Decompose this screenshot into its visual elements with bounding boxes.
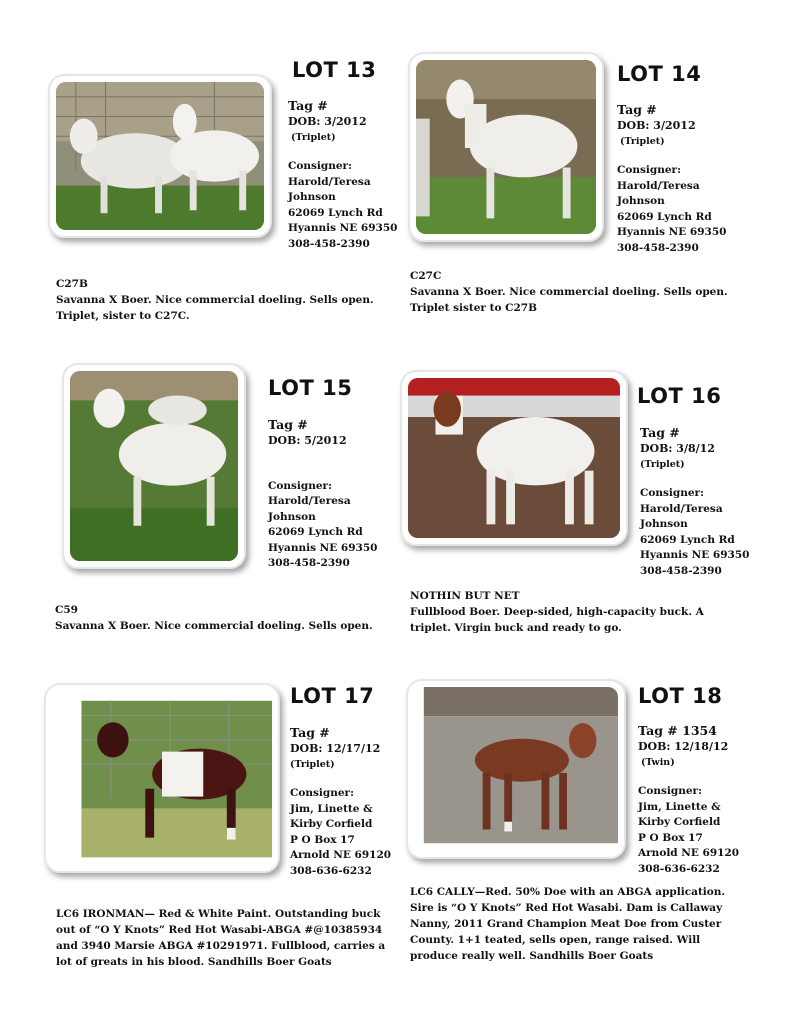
- lot-17-consigner-line: Kirby Corfield: [290, 818, 373, 830]
- lot-13-note: (Triplet): [291, 131, 336, 143]
- lot-14-photo: [408, 52, 604, 242]
- lot-17-text: LC6 IRONMAN— Red & White Paint. Outstanding buck out of “O Y Knots” Red Hot Wasabi-ABGA #@10385934 and 3940 Marsie ABGA #10291971. Fullblood, carries a lot of greats in his blood. Sandhills Boer Goats: [56, 908, 386, 968]
- lot-13-photo: [48, 74, 272, 238]
- lot-16-info: [640, 424, 749, 579]
- lot-14-text: Savanna X Boer. Nice commercial doeling. Sells open. Triplet sister to C27B: [410, 286, 728, 314]
- lot-16-consigner-line: 62069 Lynch Rd: [640, 533, 735, 546]
- lot-15-tag: Tag #: [268, 417, 308, 432]
- lot-15-text: Savanna X Boer. Nice commercial doeling. Sells open.: [55, 620, 373, 632]
- lot-14-consigner-line: Hyannis NE 69350: [617, 226, 727, 238]
- lot-14-consigner-label: Consigner:: [617, 164, 681, 176]
- lot-18-consigner-line: Arnold NE 69120: [638, 847, 740, 859]
- lot-13-code: C27B: [56, 278, 88, 290]
- lot-17-consigner-line: 308-636-6232: [290, 864, 372, 877]
- lot-14-note: (Triplet): [620, 135, 665, 147]
- lot-17-title: LOT 17: [290, 684, 375, 708]
- lot-15-title: LOT 15: [268, 376, 353, 400]
- lot-14-consigner-line: Johnson: [617, 195, 665, 207]
- lot-15-description: [55, 602, 395, 634]
- lot-15-consigner-line: Johnson: [268, 510, 316, 523]
- lot-17-consigner-line: Arnold NE 69120: [290, 849, 392, 861]
- lot-18-photo: [406, 679, 626, 859]
- lot-15-consigner-line: 62069 Lynch Rd: [268, 526, 363, 538]
- lot-18-title: LOT 18: [638, 684, 723, 708]
- lot-18-consigner-line: Jim, Linette &: [638, 800, 721, 813]
- lot-13-consigner-line: 308-458-2390: [288, 237, 370, 250]
- lot-16-consigner-line: Hyannis NE 69350: [640, 549, 750, 561]
- lot-16-text: Fullblood Boer. Deep-sided, high-capacity buck. A triplet. Virgin buck and ready to go.: [410, 606, 704, 634]
- lot-16-note: (Triplet): [640, 458, 685, 470]
- lot-18-consigner-line: P O Box 17: [638, 831, 703, 844]
- lot-13-description: [56, 276, 386, 324]
- lot-15-consigner-line: Hyannis NE 69350: [268, 541, 378, 554]
- lot-15-info: [268, 416, 377, 572]
- lot-15-dob: DOB: 5/2012: [268, 434, 347, 447]
- lot-13-consigner-line: Johnson: [288, 191, 336, 203]
- lot-13-dob: DOB: 3/2012: [288, 115, 367, 128]
- lot-15-consigner-line: Harold/Teresa: [268, 495, 351, 507]
- lot-13-consigner-label: Consigner:: [288, 160, 352, 172]
- lot-18-consigner-line: Kirby Corfield: [638, 816, 721, 828]
- lot-18-info: [638, 722, 739, 877]
- lot-18-consigner-line: 308-636-6232: [638, 862, 720, 875]
- lot-16-consigner-label: Consigner:: [640, 487, 704, 499]
- lot-16-photo: [400, 370, 628, 546]
- lot-16-consigner-line: Johnson: [640, 518, 688, 530]
- lot-13-consigner-line: Harold/Teresa: [288, 175, 371, 188]
- white-goats-image: [70, 371, 238, 561]
- lot-13-title: LOT 13: [292, 58, 377, 82]
- white-goats-image: [56, 82, 264, 230]
- lot-14-tag: Tag #: [617, 102, 657, 117]
- lot-15-consigner-label: Consigner:: [268, 479, 332, 492]
- lot-15-consigner-line: 308-458-2390: [268, 557, 350, 569]
- lot-17-note: (Triplet): [290, 758, 335, 770]
- lot-18-text: LC6 CALLY—Red. 50% Doe with an ABGA application. Sire is “O Y Knots” Red Hot Wasabi. Dam is Callaway Nanny, 2011 Grand Champion Meat Doe from Custer County. 1+1 teated, sells open, range raised. Will produce really well. Sandhills Boer Goats: [410, 886, 726, 962]
- lot-14-title: LOT 14: [617, 62, 702, 86]
- lot-16-code: NOTHIN BUT NET: [410, 590, 520, 602]
- lot-17-consigner-line: Jim, Linette &: [290, 802, 373, 815]
- lot-17-dob: DOB: 12/17/12: [290, 742, 381, 755]
- lot-16-dob: DOB: 3/8/12: [640, 442, 715, 455]
- lot-17-info: [290, 724, 391, 879]
- lot-13-tag: Tag #: [288, 98, 328, 113]
- lot-14-consigner-line: 308-458-2390: [617, 241, 699, 254]
- lot-14-consigner-line: Harold/Teresa: [617, 179, 700, 192]
- red-white-paint-buck-image: [52, 691, 272, 865]
- lot-17-photo: [44, 683, 280, 873]
- lot-13-consigner-line: Hyannis NE 69350: [288, 222, 398, 234]
- lot-15-photo: [62, 363, 246, 569]
- lot-18-dob: DOB: 12/18/12: [638, 740, 729, 753]
- lot-16-title: LOT 16: [637, 384, 722, 408]
- lot-18-tag: Tag # 1354: [638, 723, 717, 738]
- lot-13-info: [288, 97, 397, 252]
- lot-17-description: [56, 906, 386, 970]
- lot-13-text: Savanna X Boer. Nice commercial doeling. Sells open. Triplet, sister to C27C.: [56, 294, 374, 322]
- lot-16-consigner-line: Harold/Teresa: [640, 502, 723, 515]
- lot-18-note: (Twin): [641, 756, 675, 768]
- lot-18-description: [410, 884, 735, 964]
- lot-14-code: C27C: [410, 270, 442, 282]
- lot-14-dob: DOB: 3/2012: [617, 119, 696, 132]
- boer-buck-image: [408, 378, 620, 538]
- lot-17-consigner-line: P O Box 17: [290, 833, 355, 846]
- lot-17-tag: Tag #: [290, 725, 330, 740]
- lot-16-tag: Tag #: [640, 425, 680, 440]
- lot-16-description: [410, 588, 720, 636]
- white-goat-image: [416, 60, 596, 234]
- lot-14-info: [617, 101, 726, 256]
- lot-18-consigner-label: Consigner:: [638, 785, 702, 797]
- lot-14-description: [410, 268, 750, 316]
- lot-13-consigner-line: 62069 Lynch Rd: [288, 206, 383, 219]
- lot-16-consigner-line: 308-458-2390: [640, 564, 722, 577]
- lot-15-code: C59: [55, 604, 78, 616]
- lot-17-consigner-label: Consigner:: [290, 787, 354, 799]
- red-doe-image: [414, 687, 618, 851]
- lot-14-consigner-line: 62069 Lynch Rd: [617, 210, 712, 223]
